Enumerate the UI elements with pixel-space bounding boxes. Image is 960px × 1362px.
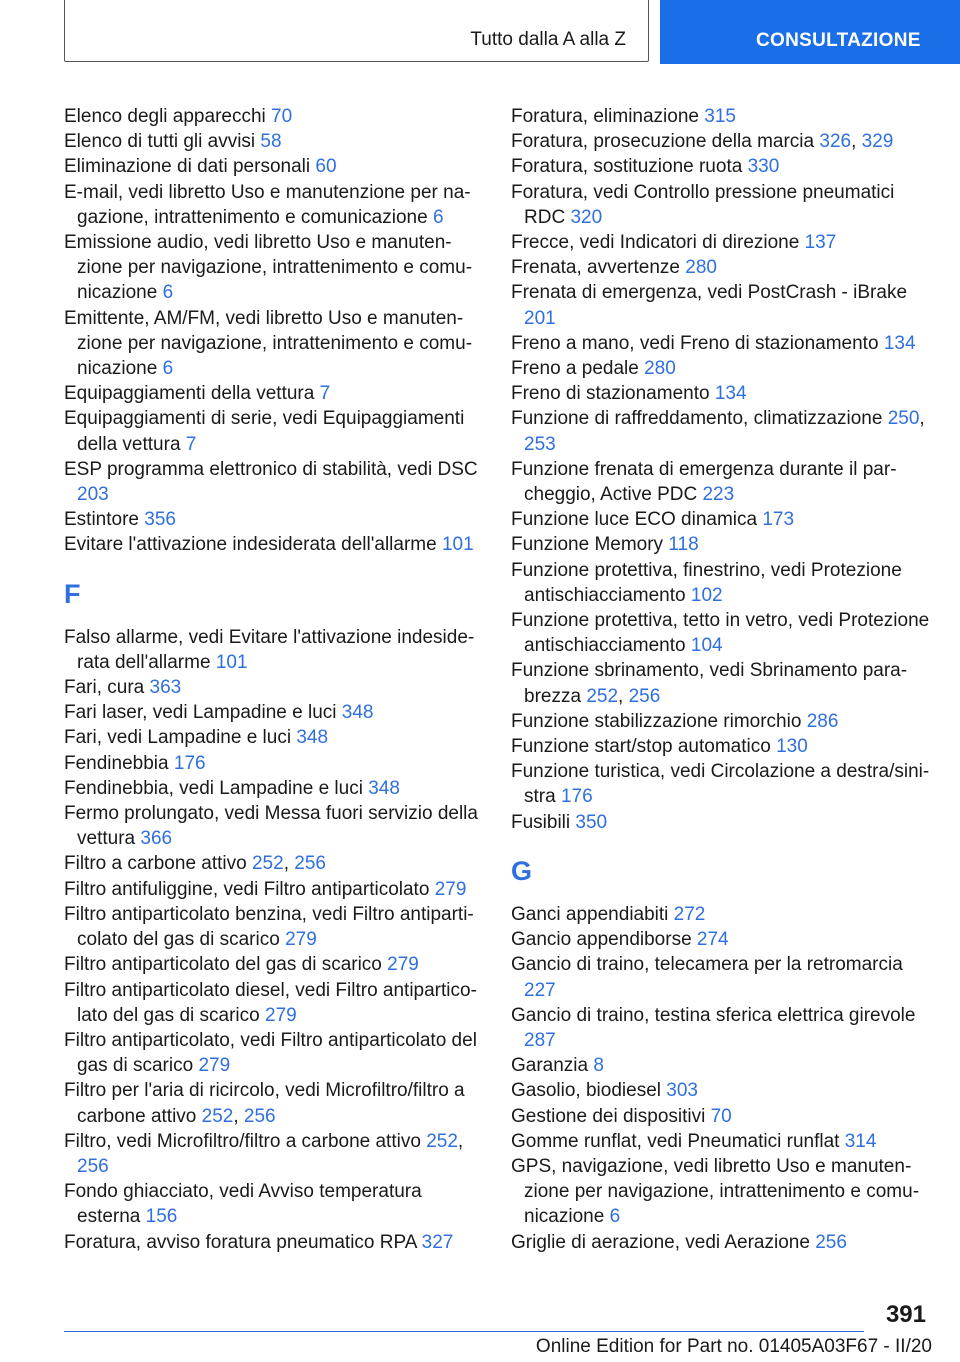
- index-entry-text: Filtro antiparticolato diesel, vedi Filtro antiparticolato del gas di scarico: [64, 979, 477, 1026]
- page-link[interactable]: 363: [149, 677, 182, 699]
- page-link[interactable]: 279: [387, 954, 419, 976]
- index-entry: [511, 952, 931, 1002]
- page-link[interactable]: 366: [140, 828, 173, 850]
- index-entry-text: Foratura, prosecuzione della marcia: [511, 131, 820, 153]
- index-entry-text: Fondo ghiacciato, vedi Avviso temperatura esterna: [64, 1181, 422, 1228]
- index-entry: [511, 759, 931, 809]
- index-entry-text: Fusibili: [511, 811, 576, 833]
- page-link[interactable]: 287: [524, 1029, 556, 1051]
- index-entry-text: Funzione stabilizzazione rimorchio: [511, 710, 807, 732]
- footer-divider: [64, 1331, 864, 1332]
- index-entry-text: Gestione dei dispositivi: [511, 1105, 711, 1127]
- index-entry-text: Elenco degli apparecchi: [64, 106, 272, 127]
- index-entry: [511, 810, 931, 835]
- page-link[interactable]: 130: [776, 736, 808, 758]
- index-entry-text: Foratura, sostituzione ruota: [511, 156, 748, 178]
- page-link[interactable]: 256: [77, 1155, 109, 1177]
- page-link[interactable]: 134: [714, 383, 747, 405]
- footer-edition: [536, 1336, 932, 1358]
- page-number: 391: [885, 1301, 926, 1328]
- page-link[interactable]: 327: [421, 1231, 454, 1253]
- index-entry: [511, 734, 931, 759]
- index-entry-text: Eliminazione di dati personali: [64, 156, 316, 178]
- index-entry: Funzione di raffreddamento, climatizzazione 250, 253: [511, 408, 925, 455]
- index-entry-text: Funzione Memory: [511, 534, 669, 556]
- page-link[interactable]: 176: [560, 786, 593, 808]
- page-link[interactable]: 6: [609, 1206, 621, 1228]
- page-link[interactable]: 176: [173, 752, 206, 774]
- page-link[interactable]: 330: [747, 156, 780, 178]
- index-entry: [511, 331, 931, 356]
- index-entry: [64, 381, 480, 406]
- page-link[interactable]: 70: [271, 106, 293, 127]
- index-entry: [511, 381, 931, 406]
- index-entry: [511, 457, 931, 507]
- index-entry-text: GPS, navigazione, vedi libretto Uso e manutenzione per navigazione, intrattenimento e comunicazione: [511, 1155, 920, 1228]
- page-link[interactable]: 279: [198, 1055, 231, 1077]
- index-entry-text: Filtro antifuliggine, vedi Filtro antiparticolato: [64, 878, 435, 900]
- page-link[interactable]: 253: [524, 433, 556, 455]
- page-link[interactable]: 252: [251, 853, 284, 875]
- index-entry-text: Freno a mano, vedi Freno di stazionamento: [511, 332, 884, 354]
- index-entry: [511, 255, 931, 280]
- index-entry: [64, 725, 480, 750]
- page-link[interactable]: 280: [644, 358, 676, 380]
- page-link[interactable]: 256: [294, 853, 326, 875]
- index-entry-text: Gomme runflat, vedi Pneumatici runflat: [511, 1130, 845, 1152]
- index-entry: [64, 406, 480, 456]
- index-entry: [64, 877, 480, 902]
- page-link[interactable]: 279: [285, 929, 317, 951]
- index-entry-text: Fendinebbia: [64, 752, 174, 774]
- footer-edition-text: Online Edition for Part no. 01405A03F67 - II/20: [535, 1336, 932, 1357]
- index-entry: [511, 280, 931, 330]
- page-link[interactable]: 6: [162, 358, 174, 380]
- page-link[interactable]: 6: [432, 206, 444, 228]
- page-link[interactable]: 201: [524, 307, 556, 329]
- index-entry-text: Filtro antiparticolato del gas di scarico: [64, 954, 388, 976]
- page-link[interactable]: 280: [685, 257, 717, 279]
- index-entry: Foratura, prosecuzione della marcia 326, 329: [511, 131, 894, 153]
- index-entry: [64, 751, 480, 776]
- index-entry: [511, 927, 931, 952]
- index-entry: [64, 1179, 480, 1229]
- index-entry-text: Falso allarme, vedi Evitare l'attivazione indesiderata dell'allarme: [64, 626, 475, 673]
- index-entry: [64, 776, 480, 801]
- index-entry-text: Equipaggiamenti di serie, vedi Equipaggiamenti della vettura: [64, 408, 465, 455]
- index-entry-text: Ganci appendiabiti: [511, 903, 674, 925]
- index-entry-text: Filtro, vedi Microfiltro/filtro a carbone attivo: [64, 1130, 427, 1152]
- index-entry: [64, 978, 480, 1028]
- index-entry-text: Foratura, avviso foratura pneumatico RPA: [64, 1231, 422, 1253]
- index-entry: [64, 1230, 480, 1255]
- index-entry-text: ESP programma elettronico di stabilità, vedi DSC: [64, 458, 478, 480]
- index-entry: [511, 356, 931, 381]
- index-entry: [511, 608, 931, 658]
- index-entry-text: Fari, vedi Lampadine e luci: [64, 727, 297, 749]
- page-link[interactable]: 356: [144, 509, 176, 531]
- index-entry: [64, 1028, 480, 1078]
- index-entry-text: Funzione protettiva, finestrino, vedi Protezione antischiacciamento: [511, 559, 902, 606]
- index-entry-text: Funzione di raffreddamento, climatizzazione: [511, 408, 888, 430]
- index-column-right: [511, 104, 931, 1255]
- index-entry: Funzione sbrinamento, vedi Sbrinamento parabrezza 252, 256: [511, 660, 908, 707]
- index-entry-text: Funzione sbrinamento, vedi Sbrinamento parabrezza: [511, 660, 908, 707]
- page-link[interactable]: 350: [575, 811, 608, 833]
- page-link[interactable]: 156: [145, 1206, 178, 1228]
- page-link[interactable]: 250: [887, 408, 920, 430]
- page-link[interactable]: 256: [243, 1105, 276, 1127]
- index-entry-text: Filtro a carbone attivo: [64, 853, 252, 875]
- index-entry: [64, 625, 480, 675]
- page-link[interactable]: 256: [815, 1231, 847, 1253]
- index-entry: [64, 952, 480, 977]
- index-entry: Filtro, vedi Microfiltro/filtro a carbone attivo 252, 256: [64, 1130, 464, 1177]
- index-entry-text: Estintore: [64, 509, 145, 531]
- index-entry-text: Freno di stazionamento: [511, 383, 715, 405]
- index-entry: [64, 532, 480, 557]
- index-entry-text: Frenata, avvertenze: [511, 257, 686, 279]
- index-entry: [64, 306, 480, 382]
- index-letter-heading: F: [64, 578, 81, 609]
- page-link[interactable]: 329: [861, 131, 894, 153]
- index-entry-text: Emittente, AM/FM, vedi libretto Uso e manutenzione per navigazione, intrattenimento e comunicazione: [64, 307, 473, 380]
- index-entry: [511, 1129, 931, 1154]
- index-entry: [64, 104, 480, 129]
- index-entry: [511, 558, 931, 608]
- page-link[interactable]: 60: [315, 156, 337, 178]
- page-link[interactable]: 101: [441, 534, 474, 556]
- page-link[interactable]: 203: [77, 484, 109, 506]
- index-entry: [511, 1053, 931, 1078]
- page-link[interactable]: 70: [710, 1105, 732, 1127]
- index-entry-text: Funzione start/stop automatico: [511, 736, 777, 758]
- section-title: Tutto dalla A alla Z: [470, 29, 626, 50]
- index-entry: [64, 154, 480, 179]
- index-entry-text: Gasolio, biodiesel: [511, 1080, 667, 1102]
- index-entry: [511, 532, 931, 557]
- page-link[interactable]: 223: [702, 484, 735, 506]
- page-link[interactable]: 326: [819, 131, 852, 153]
- chapter-tab-label: CONSULTAZIONE: [756, 30, 921, 51]
- index-entry: [511, 230, 931, 255]
- index-entry: [511, 507, 931, 532]
- page-link[interactable]: 104: [690, 635, 723, 657]
- page-link[interactable]: 286: [806, 710, 839, 732]
- index-entry-text: Fari laser, vedi Lampadine e luci: [64, 702, 342, 724]
- page-link[interactable]: 348: [368, 777, 400, 799]
- index-entry-text: Frecce, vedi Indicatori di direzione: [511, 232, 805, 254]
- page-link[interactable]: 7: [185, 433, 197, 455]
- index-entry: [64, 902, 480, 952]
- index-entry: [64, 700, 480, 725]
- index-column-left: [64, 104, 480, 1255]
- page-link[interactable]: 274: [696, 929, 729, 951]
- index-entry-text: Gancio appendiborse: [511, 929, 697, 951]
- index-entry-text: Foratura, vedi Controllo pressione pneumatici RDC: [511, 181, 895, 228]
- index-entry-text: Gancio di traino, telecamera per la retromarcia: [511, 954, 903, 976]
- page-link[interactable]: 227: [524, 979, 556, 1001]
- index-entry: [64, 457, 480, 507]
- page-link[interactable]: 58: [260, 131, 282, 153]
- index-entry-text: Funzione turistica, vedi Circolazione a destra/sinistra: [511, 761, 930, 808]
- index-entry-text: Filtro antiparticolato, vedi Filtro antiparticolato del gas di scarico: [64, 1029, 477, 1077]
- index-entry: [511, 104, 931, 129]
- index-entry: [511, 154, 931, 179]
- page-link[interactable]: 102: [690, 584, 723, 606]
- page-link[interactable]: 6: [162, 282, 174, 304]
- index-entry-text: Fari, cura: [64, 677, 150, 699]
- page-link[interactable]: 101: [215, 651, 248, 673]
- page-link[interactable]: 8: [593, 1055, 604, 1077]
- index-entry-text: Funzione luce ECO dinamica: [511, 509, 763, 531]
- index-entry: [511, 1003, 931, 1053]
- index-entry-text: Filtro per l'aria di ricircolo, vedi Microfiltro/filtro a carbone attivo: [64, 1080, 465, 1127]
- index-entry-text: Griglie di aerazione, vedi Aerazione: [511, 1231, 816, 1253]
- page-link[interactable]: 252: [201, 1105, 234, 1127]
- index-entry: [64, 230, 480, 306]
- index-letter-heading: G: [511, 855, 533, 886]
- index-entry-text: Funzione protettiva, tetto in vetro, vedi Protezione antischiacciamento: [511, 610, 930, 657]
- index-entry: [511, 1104, 931, 1129]
- index-entry: [64, 507, 480, 532]
- index-entry: [511, 180, 931, 230]
- page-link[interactable]: 320: [570, 206, 603, 228]
- page-link[interactable]: 173: [762, 509, 795, 531]
- index-entry: [64, 129, 480, 154]
- page-link[interactable]: 279: [265, 1004, 297, 1026]
- page-link[interactable]: 348: [296, 727, 329, 749]
- index-entry: [511, 1230, 931, 1255]
- page-link[interactable]: 118: [668, 534, 699, 556]
- index-entry-text: Gancio di traino, testina sferica elettrica girevole: [511, 1004, 916, 1026]
- index-entry-text: Foratura, eliminazione: [511, 106, 705, 127]
- index-entry: [511, 1154, 931, 1230]
- page-link[interactable]: 314: [844, 1130, 877, 1152]
- index-entry: [64, 675, 480, 700]
- page-link[interactable]: 256: [628, 685, 661, 707]
- page-link[interactable]: 134: [883, 332, 916, 354]
- index-entry: [511, 709, 931, 734]
- index-entry-text: E-mail, vedi libretto Uso e manutenzione per nagazione, intrattenimento e comunicazione: [64, 181, 471, 228]
- index-entry: [64, 180, 480, 230]
- page-link[interactable]: 272: [673, 903, 706, 925]
- page-link[interactable]: 303: [666, 1080, 698, 1102]
- index-entry-text: Evitare l'attivazione indesiderata dell'allarme: [64, 534, 442, 556]
- page-link[interactable]: 279: [434, 878, 467, 900]
- page-link[interactable]: 348: [341, 702, 374, 724]
- index-entry-text: Equipaggiamenti della vettura: [64, 383, 320, 405]
- page-link[interactable]: 137: [804, 232, 837, 254]
- page-link[interactable]: 252: [586, 685, 619, 707]
- page-link[interactable]: 7: [319, 383, 331, 405]
- index-entry-text: Frenata di emergenza, vedi PostCrash - iBrake: [511, 282, 908, 304]
- index-entry: [511, 1078, 931, 1103]
- chapter-tab: [660, 0, 960, 64]
- section-header-box: [64, 0, 649, 62]
- index-entry-text: Garanzia: [511, 1055, 594, 1077]
- index-entry-text: Fermo prolungato, vedi Messa fuori servizio della vettura: [64, 803, 478, 850]
- page-link[interactable]: 315: [704, 106, 736, 127]
- index-entry-text: Emissione audio, vedi libretto Uso e manutenzione per navigazione, intrattenimento e comunicazione: [64, 232, 473, 304]
- index-entry-text: Freno a pedale: [511, 358, 645, 380]
- index-entry-text: Funzione frenata di emergenza durante il parcheggio, Active PDC: [511, 458, 897, 506]
- index-entry-text: Elenco di tutti gli avvisi: [64, 131, 261, 153]
- index-entry: Filtro per l'aria di ricircolo, vedi Microfiltro/filtro a carbone attivo 252, 256: [64, 1080, 465, 1127]
- page-header: [0, 0, 960, 66]
- index-entry-text: Filtro antiparticolato benzina, vedi Filtro antiparticolato del gas di scarico: [64, 903, 474, 951]
- index-entry: [511, 902, 931, 927]
- index-entry: Filtro a carbone attivo 252, 256: [64, 853, 326, 875]
- index-entry-text: Fendinebbia, vedi Lampadine e luci: [64, 777, 369, 799]
- index-entry: [64, 801, 480, 851]
- page-link[interactable]: 252: [426, 1130, 458, 1152]
